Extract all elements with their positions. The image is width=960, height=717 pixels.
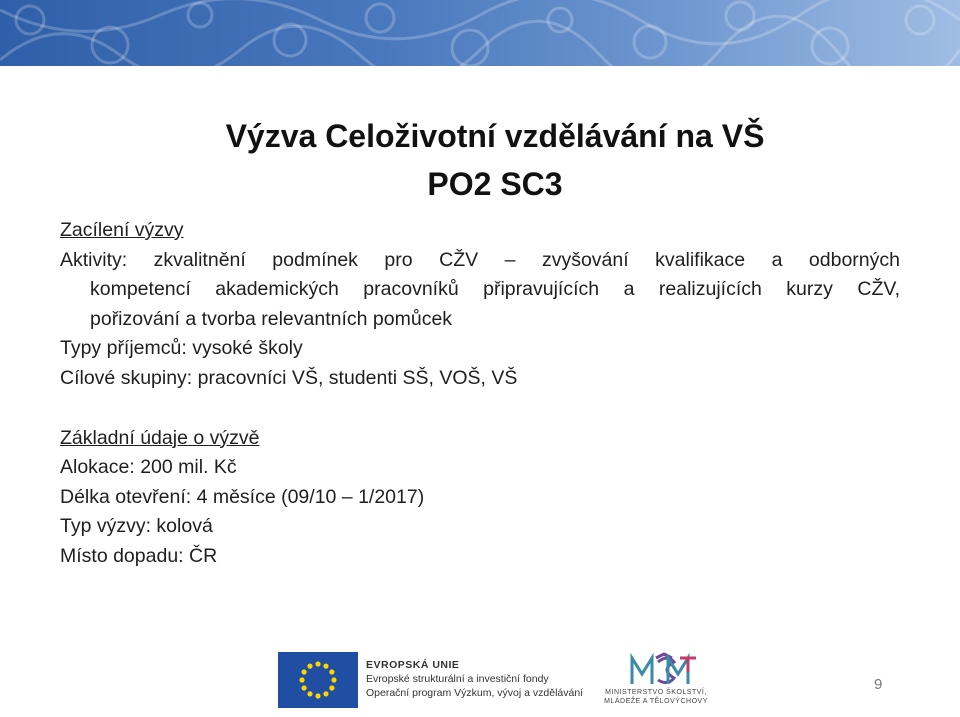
activities-text-2: kompetencí akademických pracovníků připravujících a realizujících kurzy CŽV,	[90, 278, 900, 301]
activities-text-1: Aktivity: zkvalitnění podmínek pro CŽV – zvyšování kvalifikace a odborných	[60, 248, 900, 271]
msmt-emblem-icon	[600, 652, 710, 688]
allocation-text: Alokace: 200 mil. Kč	[60, 456, 237, 479]
eu-funds: Evropské strukturální a investiční fondy	[366, 673, 549, 685]
section-heading-basic-info: Základní údaje o výzvě	[60, 426, 260, 449]
content-body	[60, 216, 900, 572]
eu-flag-icon	[278, 652, 358, 708]
place-text: Místo dopadu: ČR	[60, 544, 218, 567]
eu-text	[366, 658, 583, 700]
msmt-text	[600, 688, 712, 706]
eu-title: EVROPSKÁ UNIE	[366, 659, 460, 671]
page-title: Výzva Celoživotní vzdělávání na VŠ	[225, 118, 765, 154]
page-subtitle: PO2 SC3	[427, 166, 563, 202]
eu-programme: Operační program Výzkum, vývoj a vzdělávání	[366, 687, 584, 699]
section-heading-targeting: Zacílení výzvy	[60, 219, 184, 241]
recipients-text: Typy příjemců: vysoké školy	[60, 337, 303, 360]
banner-pattern-icon	[0, 0, 960, 66]
target-groups-text: Cílové skupiny: pracovníci VŠ, studenti SŠ, VOŠ, VŠ	[60, 366, 518, 389]
header-banner	[0, 0, 960, 66]
call-type-text: Typ výzvy: kolová	[60, 515, 213, 538]
page-number: 9	[874, 676, 883, 693]
eu-logo	[278, 652, 584, 708]
msmt-line-1: MINISTERSTVO ŠKOLSTVÍ,	[605, 689, 707, 696]
msmt-line-2: MLÁDEŽE A TĚLOVÝCHOVY	[604, 698, 708, 705]
duration-text: Délka otevření: 4 měsíce (09/10 – 1/2017)	[60, 485, 425, 508]
msmt-logo	[600, 652, 710, 708]
activities-text-3: pořizování a tvorba relevantních pomůcek	[90, 307, 453, 330]
